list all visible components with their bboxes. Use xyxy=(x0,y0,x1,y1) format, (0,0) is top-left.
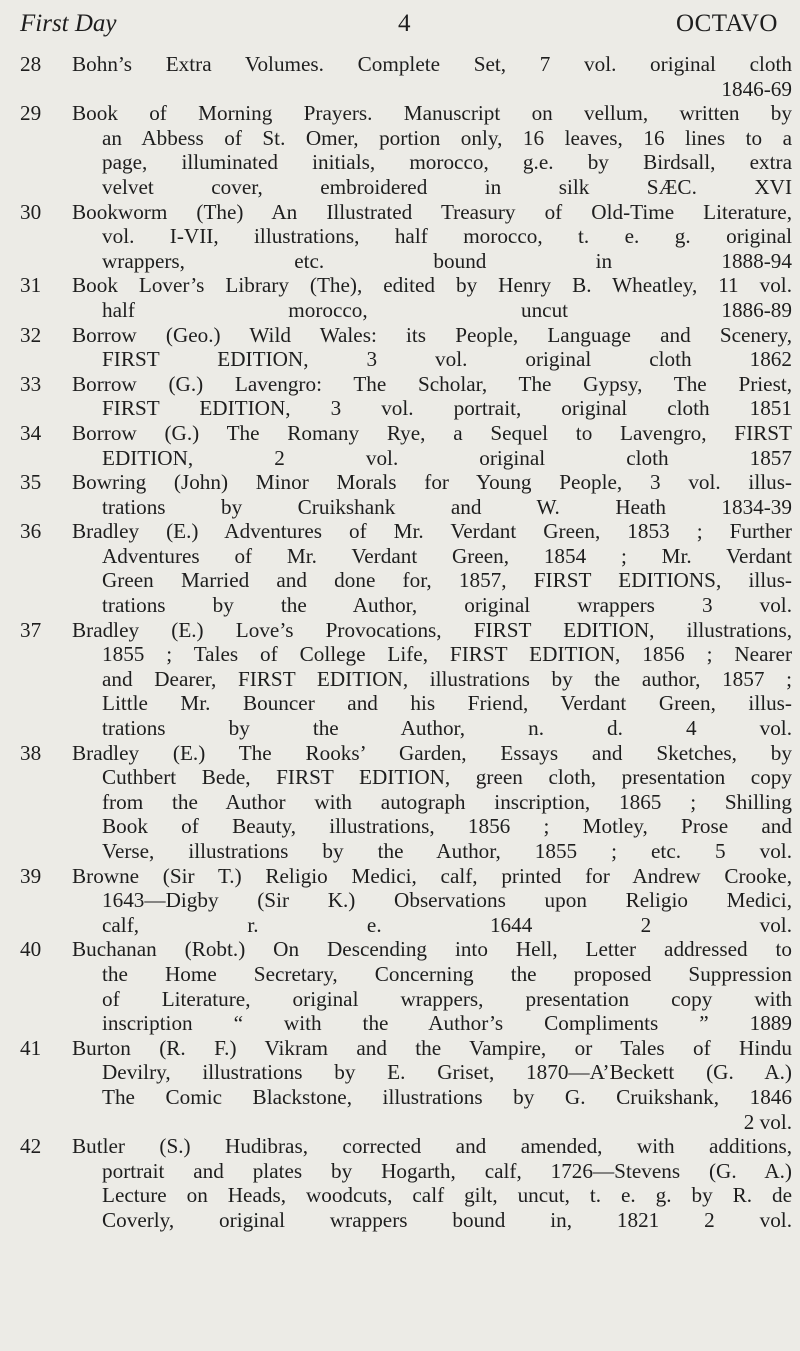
lot-line: vol. I-VII, illustrations, half morocco, t. e. g. original xyxy=(102,224,792,249)
lot-line: half morocco, uncut 1886-89 xyxy=(102,297,792,322)
lot-line: Bowring (John) Minor Morals for Young People, 3 vol. illus- xyxy=(72,470,792,495)
lot-description xyxy=(72,1134,792,1232)
lot-entry xyxy=(20,323,792,372)
lot-line: calf, r. e. 1644 2 vol. xyxy=(102,912,792,937)
header-day: First Day xyxy=(20,10,117,37)
lot-number: 33 xyxy=(20,371,42,396)
lot-line: Bookworm (The) An Illustrated Treasury of Old-Time Literature, xyxy=(72,199,792,224)
page-header xyxy=(20,10,778,42)
lot-line: Lecture on Heads, woodcuts, calf gilt, uncut, t. e. g. by R. de xyxy=(102,1183,792,1208)
lot-line: Borrow (G.) The Romany Rye, a Sequel to Lavengro, FIRST xyxy=(72,420,792,445)
lot-number: 31 xyxy=(20,273,42,298)
lot-line: The Comic Blackstone, illustrations by G. Cruikshank, 1846 xyxy=(102,1084,792,1109)
lot-line: inscription “ with the Author’s Compliments ” 1889 xyxy=(102,1011,792,1036)
lot-entry xyxy=(20,200,792,274)
lot-line: Cuthbert Bede, FIRST EDITION, green cloth, presentation copy xyxy=(102,765,792,790)
lot-line: Adventures of Mr. Verdant Green, 1854 ; Mr. Verdant xyxy=(102,543,792,568)
lot-number: 35 xyxy=(20,470,42,495)
lot-number: 28 xyxy=(20,52,42,76)
lot-line: from the Author with autograph inscription, 1865 ; Shilling xyxy=(102,789,792,814)
lot-line: 1846-69 xyxy=(721,76,792,101)
lot-entry xyxy=(20,421,792,470)
lot-line: Buchanan (Robt.) On Descending into Hell, Letter addressed to xyxy=(72,937,792,962)
lot-line: Devilry, illustrations by E. Griset, 1870—A’Beckett (G. A.) xyxy=(102,1060,792,1085)
lot-entry xyxy=(20,52,792,101)
lot-number: 38 xyxy=(20,740,42,765)
lot-description xyxy=(72,864,792,938)
lot-number: 29 xyxy=(20,101,42,126)
lot-line: FIRST EDITION, 3 vol. original cloth 1862 xyxy=(102,347,792,372)
lot-entry xyxy=(20,101,792,199)
lot-number: 32 xyxy=(20,322,42,347)
lot-number: 37 xyxy=(20,617,42,642)
lot-line: Coverly, original wrappers bound in, 1821 2 vol. xyxy=(102,1207,792,1232)
lot-entry xyxy=(20,519,792,617)
lot-line: 1855 ; Tales of College Life, FIRST EDITION, 1856 ; Nearer xyxy=(102,642,792,667)
lot-entry xyxy=(20,937,792,1035)
lot-line: the Home Secretary, Concerning the proposed Suppression xyxy=(102,961,792,986)
lot-line: of Literature, original wrappers, presentation copy with xyxy=(102,986,792,1011)
lot-description xyxy=(72,421,792,470)
lot-number: 36 xyxy=(20,519,42,544)
lot-line: velvet cover, embroidered in silk SÆC. XVI xyxy=(102,174,792,199)
lot-line: Bohn’s Extra Volumes. Complete Set, 7 vol. original cloth xyxy=(72,52,792,76)
lot-line: Butler (S.) Hudibras, corrected and amended, with additions, xyxy=(72,1134,792,1159)
lot-entry xyxy=(20,372,792,421)
lot-description xyxy=(72,618,792,741)
lot-description xyxy=(72,470,792,519)
lot-line: trations by the Author, n. d. 4 vol. xyxy=(102,716,792,741)
lot-description xyxy=(72,1036,792,1134)
lot-number: 34 xyxy=(20,420,42,445)
lot-number: 30 xyxy=(20,199,42,224)
lot-line: Book Lover’s Library (The), edited by Henry B. Wheatley, 11 vol. xyxy=(72,273,792,298)
lot-description xyxy=(72,519,792,617)
lot-entry xyxy=(20,1134,792,1232)
lot-description xyxy=(72,323,792,372)
lot-entry xyxy=(20,864,792,938)
lot-number: 39 xyxy=(20,863,42,888)
lot-line: FIRST EDITION, 3 vol. portrait, original cloth 1851 xyxy=(102,396,792,421)
lot-description xyxy=(72,273,792,322)
lot-entry xyxy=(20,1036,792,1134)
lot-line: Burton (R. F.) Vikram and the Vampire, or Tales of Hindu xyxy=(72,1035,792,1060)
lot-line: Bradley (E.) Love’s Provocations, FIRST EDITION, illustrations, xyxy=(72,617,792,642)
lot-description xyxy=(72,52,792,101)
lot-line: Browne (Sir T.) Religio Medici, calf, printed for Andrew Crooke, xyxy=(72,863,792,888)
lot-number: 42 xyxy=(20,1134,42,1159)
lot-line: Verse, illustrations by the Author, 1855 ; etc. 5 vol. xyxy=(102,839,792,863)
lot-line: Borrow (G.) Lavengro: The Scholar, The Gypsy, The Priest, xyxy=(72,371,792,396)
lot-line: 1643—Digby (Sir K.) Observations upon Religio Medici, xyxy=(102,888,792,913)
lot-line: Green Married and done for, 1857, FIRST EDITIONS, illus- xyxy=(102,568,792,593)
lot-line: page, illuminated initials, morocco, g.e. by Birdsall, extra xyxy=(102,150,792,175)
lot-number: 41 xyxy=(20,1035,42,1060)
page-number: 4 xyxy=(398,10,411,37)
lot-list xyxy=(20,52,792,1233)
lot-line: portrait and plates by Hogarth, calf, 1726—Stevens (G. A.) xyxy=(102,1158,792,1183)
lot-line: Borrow (Geo.) Wild Wales: its People, Language and Scenery, xyxy=(72,322,792,347)
lot-entry xyxy=(20,273,792,322)
header-format: OCTAVO xyxy=(676,10,778,37)
lot-line: an Abbess of St. Omer, portion only, 16 leaves, 16 lines to a xyxy=(102,125,792,150)
lot-line: Little Mr. Bouncer and his Friend, Verdant Green, illus- xyxy=(102,691,792,716)
lot-line: Book of Morning Prayers. Manuscript on vellum, written by xyxy=(72,101,792,126)
lot-line: and Dearer, FIRST EDITION, illustrations by the author, 1857 ; xyxy=(102,666,792,691)
lot-entry xyxy=(20,741,792,864)
lot-description xyxy=(72,372,792,421)
lot-line: Book of Beauty, illustrations, 1856 ; Motley, Prose and xyxy=(102,814,792,839)
lot-description xyxy=(72,937,792,1035)
lot-line: EDITION, 2 vol. original cloth 1857 xyxy=(102,445,792,470)
lot-line: Bradley (E.) Adventures of Mr. Verdant Green, 1853 ; Further xyxy=(72,519,792,544)
lot-line: wrappers, etc. bound in 1888-94 xyxy=(102,248,792,273)
lot-line: 2 vol. xyxy=(743,1109,792,1134)
lot-description xyxy=(72,741,792,864)
lot-description xyxy=(72,101,792,199)
lot-description xyxy=(72,200,792,274)
lot-line: Bradley (E.) The Rooks’ Garden, Essays and Sketches, by xyxy=(72,740,792,765)
lot-line: trations by the Author, original wrappers 3 vol. xyxy=(102,593,792,618)
lot-number: 40 xyxy=(20,937,42,962)
lot-line: trations by Cruikshank and W. Heath 1834-39 xyxy=(102,494,792,519)
lot-entry xyxy=(20,470,792,519)
lot-entry xyxy=(20,618,792,741)
